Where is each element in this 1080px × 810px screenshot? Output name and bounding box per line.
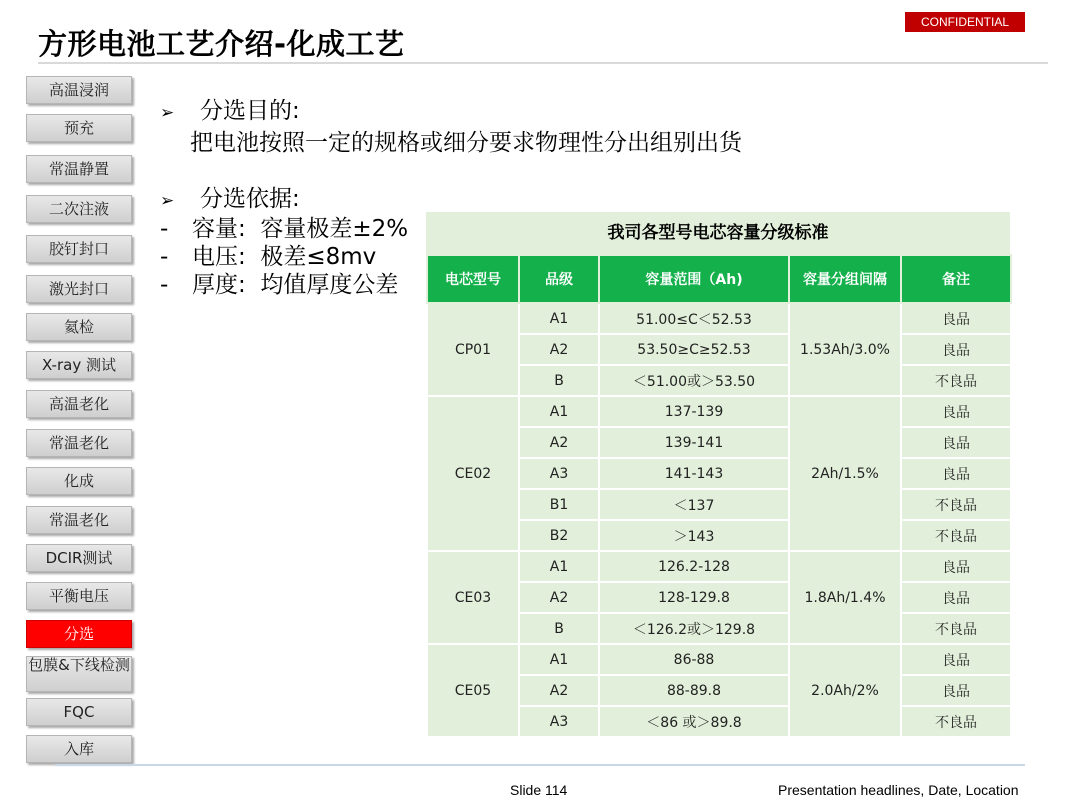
cell-grade: A3 xyxy=(519,458,599,489)
sidebar-step[interactable]: 化成 xyxy=(26,467,132,495)
cell-note: 良品 xyxy=(901,427,1011,458)
basis-key: 容量: xyxy=(192,216,246,242)
cell-note: 不良品 xyxy=(901,706,1011,737)
sidebar-step[interactable]: 胶钉封口 xyxy=(26,235,132,263)
cell-note: 良品 xyxy=(901,582,1011,613)
cell-range: ＜86 或＞89.8 xyxy=(599,706,789,737)
sidebar-step[interactable]: 入库 xyxy=(26,735,132,763)
sidebar-step[interactable]: DCIR测试 xyxy=(26,544,132,572)
purpose-bullet xyxy=(160,92,300,125)
cell-range: 86-88 xyxy=(599,644,789,675)
sidebar-step[interactable]: FQC xyxy=(26,698,132,726)
cell-grade: A1 xyxy=(519,644,599,675)
title-divider xyxy=(38,62,1048,64)
cell-range: 128-129.8 xyxy=(599,582,789,613)
cell-model: CE05 xyxy=(427,644,519,737)
cell-note: 不良品 xyxy=(901,365,1011,396)
cell-note: 良品 xyxy=(901,458,1011,489)
cell-range: 141-143 xyxy=(599,458,789,489)
cell-range: 88-89.8 xyxy=(599,675,789,706)
cell-grade: A1 xyxy=(519,396,599,427)
cell-range: ＞143 xyxy=(599,520,789,551)
cell-range: ＜126.2或＞129.8 xyxy=(599,613,789,644)
cell-grade: A2 xyxy=(519,675,599,706)
slide-number: Slide 114 xyxy=(510,782,568,798)
arrow-bullet-icon: ➢ xyxy=(160,103,175,123)
cell-interval: 1.53Ah/3.0% xyxy=(789,303,901,396)
table-row xyxy=(427,551,1011,582)
cell-range: 126.2-128 xyxy=(599,551,789,582)
cell-note: 良品 xyxy=(901,334,1011,365)
capacity-grading-table-panel xyxy=(426,212,1010,731)
sidebar-step[interactable]: 激光封口 xyxy=(26,275,132,303)
basis-key: 厚度: xyxy=(192,272,246,298)
cell-interval: 2Ah/1.5% xyxy=(789,396,901,551)
cell-grade: B xyxy=(519,365,599,396)
cell-interval: 1.8Ah/1.4% xyxy=(789,551,901,644)
purpose-text: 把电池按照一定的规格或细分要求物理性分出组别出货 xyxy=(190,130,742,156)
cell-range: 139-141 xyxy=(599,427,789,458)
cell-grade: B xyxy=(519,613,599,644)
header-range: 容量范围（Ah) xyxy=(599,255,789,303)
table-title: 我司各型号电芯容量分级标准 xyxy=(607,223,829,243)
sidebar-step[interactable]: 常温老化 xyxy=(26,429,132,457)
sidebar-step[interactable]: 高温老化 xyxy=(26,390,132,418)
table-row xyxy=(427,303,1011,334)
footer-divider xyxy=(55,764,1025,766)
sidebar-step[interactable]: X-ray 测试 xyxy=(26,351,132,379)
cell-range: 51.00≤C＜52.53 xyxy=(599,303,789,334)
sidebar-step[interactable]: 分选 xyxy=(26,620,132,648)
sidebar-step[interactable]: 常温老化 xyxy=(26,506,132,534)
table-row xyxy=(427,644,1011,675)
slide-title: 方形电池工艺介绍-化成工艺 xyxy=(38,27,405,61)
sidebar-step[interactable]: 高温浸润 xyxy=(26,76,132,104)
basis-heading: 分选依据: xyxy=(200,186,300,212)
cell-note: 良品 xyxy=(901,551,1011,582)
cell-range: 137-139 xyxy=(599,396,789,427)
table-header-row xyxy=(427,255,1011,303)
basis-key: 电压: xyxy=(192,244,246,270)
sidebar-step[interactable]: 平衡电压 xyxy=(26,582,132,610)
cell-model: CP01 xyxy=(427,303,519,396)
basis-item: - 厚度: 均值厚度公差 xyxy=(160,272,399,298)
cell-note: 良品 xyxy=(901,303,1011,334)
basis-item: - 容量: 容量极差±2% xyxy=(160,216,409,242)
cell-grade: B2 xyxy=(519,520,599,551)
cell-note: 不良品 xyxy=(901,520,1011,551)
purpose-heading: 分选目的: xyxy=(200,98,300,124)
sidebar-step[interactable]: 预充 xyxy=(26,114,132,142)
header-model: 电芯型号 xyxy=(427,255,519,303)
cell-grade: A2 xyxy=(519,334,599,365)
sidebar-step[interactable]: 包膜&下线检测 xyxy=(26,656,132,692)
basis-item: - 电压: 极差≤8mv xyxy=(160,244,377,270)
sidebar-step[interactable]: 氦检 xyxy=(26,313,132,341)
sidebar-step[interactable]: 二次注液 xyxy=(26,195,132,223)
cell-grade: A1 xyxy=(519,551,599,582)
cell-range: ＜137 xyxy=(599,489,789,520)
cell-note: 良品 xyxy=(901,396,1011,427)
confidential-badge: CONFIDENTIAL xyxy=(905,12,1025,32)
cell-grade: A2 xyxy=(519,582,599,613)
cell-interval: 2.0Ah/2% xyxy=(789,644,901,737)
header-note: 备注 xyxy=(901,255,1011,303)
capacity-grading-table xyxy=(426,254,1012,738)
arrow-bullet-icon: ➢ xyxy=(160,191,175,211)
cell-range: 53.50≥C≥52.53 xyxy=(599,334,789,365)
cell-grade: A2 xyxy=(519,427,599,458)
basis-value: 极差≤8mv xyxy=(260,244,377,270)
basis-bullet xyxy=(160,180,300,213)
header-grade: 品级 xyxy=(519,255,599,303)
cell-note: 良品 xyxy=(901,644,1011,675)
cell-model: CE03 xyxy=(427,551,519,644)
footer-info: Presentation headlines, Date, Location xyxy=(778,782,1019,798)
cell-note: 不良品 xyxy=(901,613,1011,644)
cell-grade: B1 xyxy=(519,489,599,520)
cell-note: 不良品 xyxy=(901,489,1011,520)
cell-model: CE02 xyxy=(427,396,519,551)
sidebar-step[interactable]: 常温静置 xyxy=(26,155,132,183)
cell-range: ＜51.00或＞53.50 xyxy=(599,365,789,396)
basis-value: 容量极差±2% xyxy=(260,216,409,242)
header-interval: 容量分组间隔 xyxy=(789,255,901,303)
cell-note: 良品 xyxy=(901,675,1011,706)
cell-grade: A3 xyxy=(519,706,599,737)
cell-grade: A1 xyxy=(519,303,599,334)
table-row xyxy=(427,396,1011,427)
basis-value: 均值厚度公差 xyxy=(260,272,399,298)
